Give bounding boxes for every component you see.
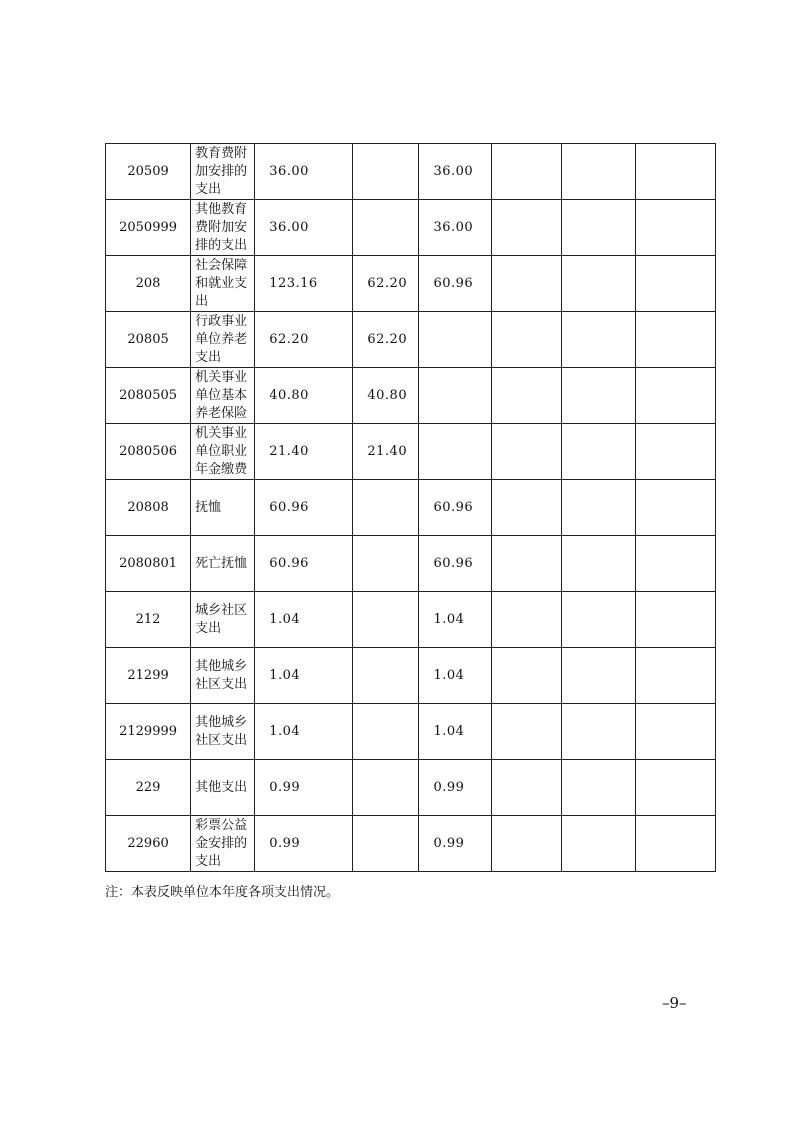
code-cell: 229 (106, 760, 191, 816)
code-cell: 2080506 (106, 424, 191, 480)
project-cell: 1.04 (419, 648, 491, 704)
table-note: 注：本表反映单位本年度各项支出情况。 (105, 885, 340, 900)
name-cell: 彩票公益金安排的支出 (191, 816, 255, 872)
table-row (106, 200, 716, 256)
table-row (106, 368, 716, 424)
code-cell: 20509 (106, 144, 191, 200)
code-cell: 20805 (106, 312, 191, 368)
code-cell: 2129999 (106, 704, 191, 760)
col6-cell (491, 368, 561, 424)
project-cell: 60.96 (419, 480, 491, 536)
code-cell: 20808 (106, 480, 191, 536)
basic-cell: 62.20 (353, 312, 419, 368)
project-cell: 36.00 (419, 200, 491, 256)
col8-cell (635, 312, 715, 368)
project-cell (419, 424, 491, 480)
col8-cell (635, 704, 715, 760)
code-cell: 2080801 (106, 536, 191, 592)
name-cell: 其他支出 (191, 760, 255, 816)
col6-cell (491, 480, 561, 536)
project-cell: 1.04 (419, 704, 491, 760)
code-cell: 21299 (106, 648, 191, 704)
col8-cell (635, 536, 715, 592)
name-cell: 机关事业单位基本养老保险 (191, 368, 255, 424)
name-cell: 其他城乡社区支出 (191, 704, 255, 760)
expense-table (105, 143, 716, 872)
table-row (106, 144, 716, 200)
total-cell: 1.04 (255, 592, 353, 648)
col6-cell (491, 704, 561, 760)
name-cell: 其他教育费附加安排的支出 (191, 200, 255, 256)
table-row (106, 816, 716, 872)
name-cell: 行政事业单位养老支出 (191, 312, 255, 368)
col6-cell (491, 256, 561, 312)
project-cell: 0.99 (419, 760, 491, 816)
project-cell (419, 368, 491, 424)
total-cell: 60.96 (255, 480, 353, 536)
code-cell: 212 (106, 592, 191, 648)
basic-cell: 62.20 (353, 256, 419, 312)
page-number: –9– (662, 994, 687, 1012)
total-cell: 1.04 (255, 704, 353, 760)
col7-cell (561, 592, 635, 648)
table-row (106, 760, 716, 816)
code-cell: 2050999 (106, 200, 191, 256)
project-cell: 36.00 (419, 144, 491, 200)
table-row (106, 424, 716, 480)
col6-cell (491, 648, 561, 704)
col8-cell (635, 424, 715, 480)
total-cell: 36.00 (255, 144, 353, 200)
name-cell: 城乡社区支出 (191, 592, 255, 648)
name-cell: 社会保障和就业支出 (191, 256, 255, 312)
table-row (106, 648, 716, 704)
total-cell: 62.20 (255, 312, 353, 368)
total-cell: 40.80 (255, 368, 353, 424)
col8-cell (635, 200, 715, 256)
basic-cell (353, 480, 419, 536)
col6-cell (491, 760, 561, 816)
table-body (106, 144, 716, 872)
col7-cell (561, 536, 635, 592)
col7-cell (561, 648, 635, 704)
col7-cell (561, 312, 635, 368)
col8-cell (635, 592, 715, 648)
col6-cell (491, 200, 561, 256)
col8-cell (635, 816, 715, 872)
basic-cell (353, 144, 419, 200)
basic-cell: 21.40 (353, 424, 419, 480)
basic-cell (353, 816, 419, 872)
project-cell: 60.96 (419, 256, 491, 312)
total-cell: 0.99 (255, 816, 353, 872)
col8-cell (635, 144, 715, 200)
total-cell: 21.40 (255, 424, 353, 480)
code-cell: 2080505 (106, 368, 191, 424)
name-cell: 抚恤 (191, 480, 255, 536)
table-row (106, 592, 716, 648)
name-cell: 其他城乡社区支出 (191, 648, 255, 704)
name-cell: 教育费附加安排的支出 (191, 144, 255, 200)
col8-cell (635, 648, 715, 704)
col6-cell (491, 424, 561, 480)
table-row (106, 312, 716, 368)
name-cell: 死亡抚恤 (191, 536, 255, 592)
table-row (106, 480, 716, 536)
project-cell (419, 312, 491, 368)
col7-cell (561, 200, 635, 256)
table-row (106, 704, 716, 760)
total-cell: 36.00 (255, 200, 353, 256)
total-cell: 1.04 (255, 648, 353, 704)
col8-cell (635, 760, 715, 816)
name-cell: 机关事业单位职业年金缴费 (191, 424, 255, 480)
table-row (106, 536, 716, 592)
col7-cell (561, 368, 635, 424)
col7-cell (561, 424, 635, 480)
total-cell: 60.96 (255, 536, 353, 592)
col8-cell (635, 256, 715, 312)
col6-cell (491, 592, 561, 648)
table-row (106, 256, 716, 312)
col7-cell (561, 704, 635, 760)
total-cell: 0.99 (255, 760, 353, 816)
col6-cell (491, 816, 561, 872)
col8-cell (635, 480, 715, 536)
col6-cell (491, 312, 561, 368)
col7-cell (561, 760, 635, 816)
col7-cell (561, 256, 635, 312)
col7-cell (561, 480, 635, 536)
project-cell: 1.04 (419, 592, 491, 648)
basic-cell (353, 536, 419, 592)
basic-cell (353, 592, 419, 648)
col8-cell (635, 368, 715, 424)
project-cell: 0.99 (419, 816, 491, 872)
code-cell: 208 (106, 256, 191, 312)
col6-cell (491, 144, 561, 200)
total-cell: 123.16 (255, 256, 353, 312)
basic-cell (353, 200, 419, 256)
col7-cell (561, 816, 635, 872)
project-cell: 60.96 (419, 536, 491, 592)
basic-cell (353, 704, 419, 760)
basic-cell: 40.80 (353, 368, 419, 424)
code-cell: 22960 (106, 816, 191, 872)
basic-cell (353, 648, 419, 704)
basic-cell (353, 760, 419, 816)
col7-cell (561, 144, 635, 200)
col6-cell (491, 536, 561, 592)
